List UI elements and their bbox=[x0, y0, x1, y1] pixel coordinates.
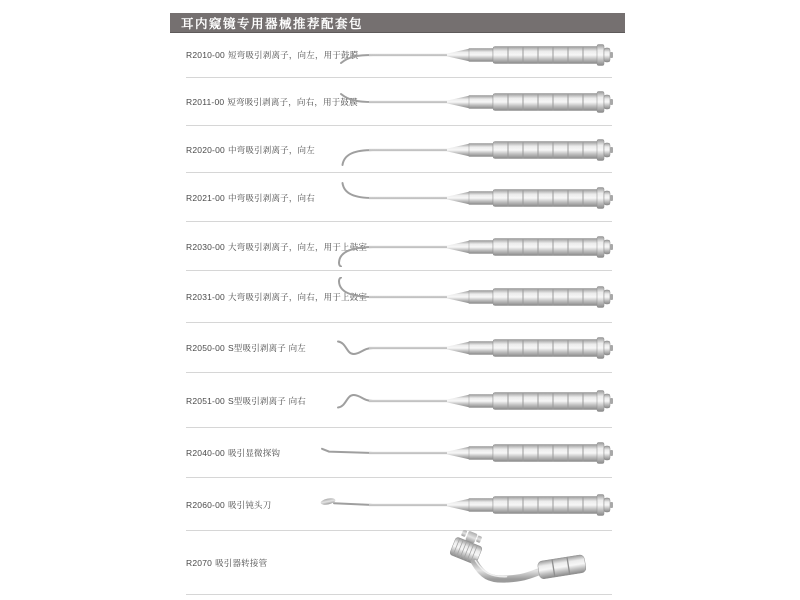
product-row bbox=[170, 478, 625, 531]
product-description: 短弯吸引剥离子，向右，用于鼓膜 bbox=[227, 97, 358, 107]
product-list bbox=[170, 32, 625, 595]
product-code: R2010-00 bbox=[186, 50, 225, 60]
product-label bbox=[186, 447, 280, 459]
instrument-illustration bbox=[313, 433, 613, 473]
product-code: R2050-00 bbox=[186, 343, 225, 353]
product-description: 短弯吸引剥离子，向左，用于鼓膜 bbox=[227, 50, 359, 60]
instrument-illustration bbox=[313, 130, 613, 170]
product-label bbox=[186, 557, 267, 569]
adapter-illustration bbox=[430, 530, 600, 596]
product-row bbox=[170, 78, 625, 126]
product-description: 中弯吸引剥离子，向左 bbox=[227, 144, 315, 155]
instrument-illustration bbox=[313, 328, 613, 368]
product-label bbox=[186, 499, 271, 511]
product-description: 大弯吸引剥离子，向左，用于上鼓室 bbox=[227, 241, 368, 252]
product-label bbox=[186, 192, 315, 204]
product-description: 大弯吸引剥离子，向右，用于上鼓室 bbox=[227, 292, 368, 302]
instrument-illustration bbox=[313, 277, 613, 317]
product-code: R2030-00 bbox=[186, 241, 225, 252]
product-label bbox=[186, 395, 306, 407]
product-code: R2021-00 bbox=[186, 192, 225, 203]
instrument-illustration bbox=[313, 35, 613, 75]
product-code: R2060-00 bbox=[186, 499, 225, 510]
product-description: S型吸引剥离子 向左 bbox=[227, 343, 306, 353]
page-title-bar bbox=[170, 13, 625, 32]
instrument-illustration bbox=[313, 82, 613, 122]
product-row bbox=[170, 373, 625, 428]
instrument-illustration bbox=[313, 485, 613, 525]
product-code: R2040-00 bbox=[186, 448, 225, 458]
product-code: R2020-00 bbox=[186, 144, 225, 155]
product-label bbox=[186, 342, 306, 354]
product-description: S型吸引剥离子 向右 bbox=[227, 395, 306, 406]
product-code: R2070 bbox=[186, 558, 213, 568]
product-row bbox=[170, 323, 625, 373]
product-code: R2031-00 bbox=[186, 292, 225, 302]
product-description: 吸引器转接管 bbox=[215, 558, 268, 568]
instrument-illustration bbox=[313, 381, 613, 421]
product-description: 吸引钝头刀 bbox=[227, 499, 272, 510]
product-row bbox=[170, 222, 625, 271]
product-description: 中弯吸引剥离子，向右 bbox=[227, 192, 315, 203]
product-description: 吸引显微探钩 bbox=[227, 448, 281, 458]
instrument-illustration bbox=[313, 227, 613, 267]
product-row bbox=[170, 32, 625, 78]
product-row bbox=[170, 126, 625, 173]
product-label bbox=[186, 144, 315, 156]
page-title: 耳内窥镜专用器械推荐配套包 bbox=[181, 16, 364, 31]
catalog-content bbox=[170, 13, 625, 595]
product-row bbox=[170, 428, 625, 478]
product-code: R2051-00 bbox=[186, 395, 225, 406]
instrument-illustration bbox=[313, 178, 613, 218]
product-row bbox=[170, 271, 625, 323]
product-code: R2011-00 bbox=[186, 97, 225, 107]
product-row bbox=[170, 531, 625, 595]
product-row bbox=[170, 173, 625, 222]
